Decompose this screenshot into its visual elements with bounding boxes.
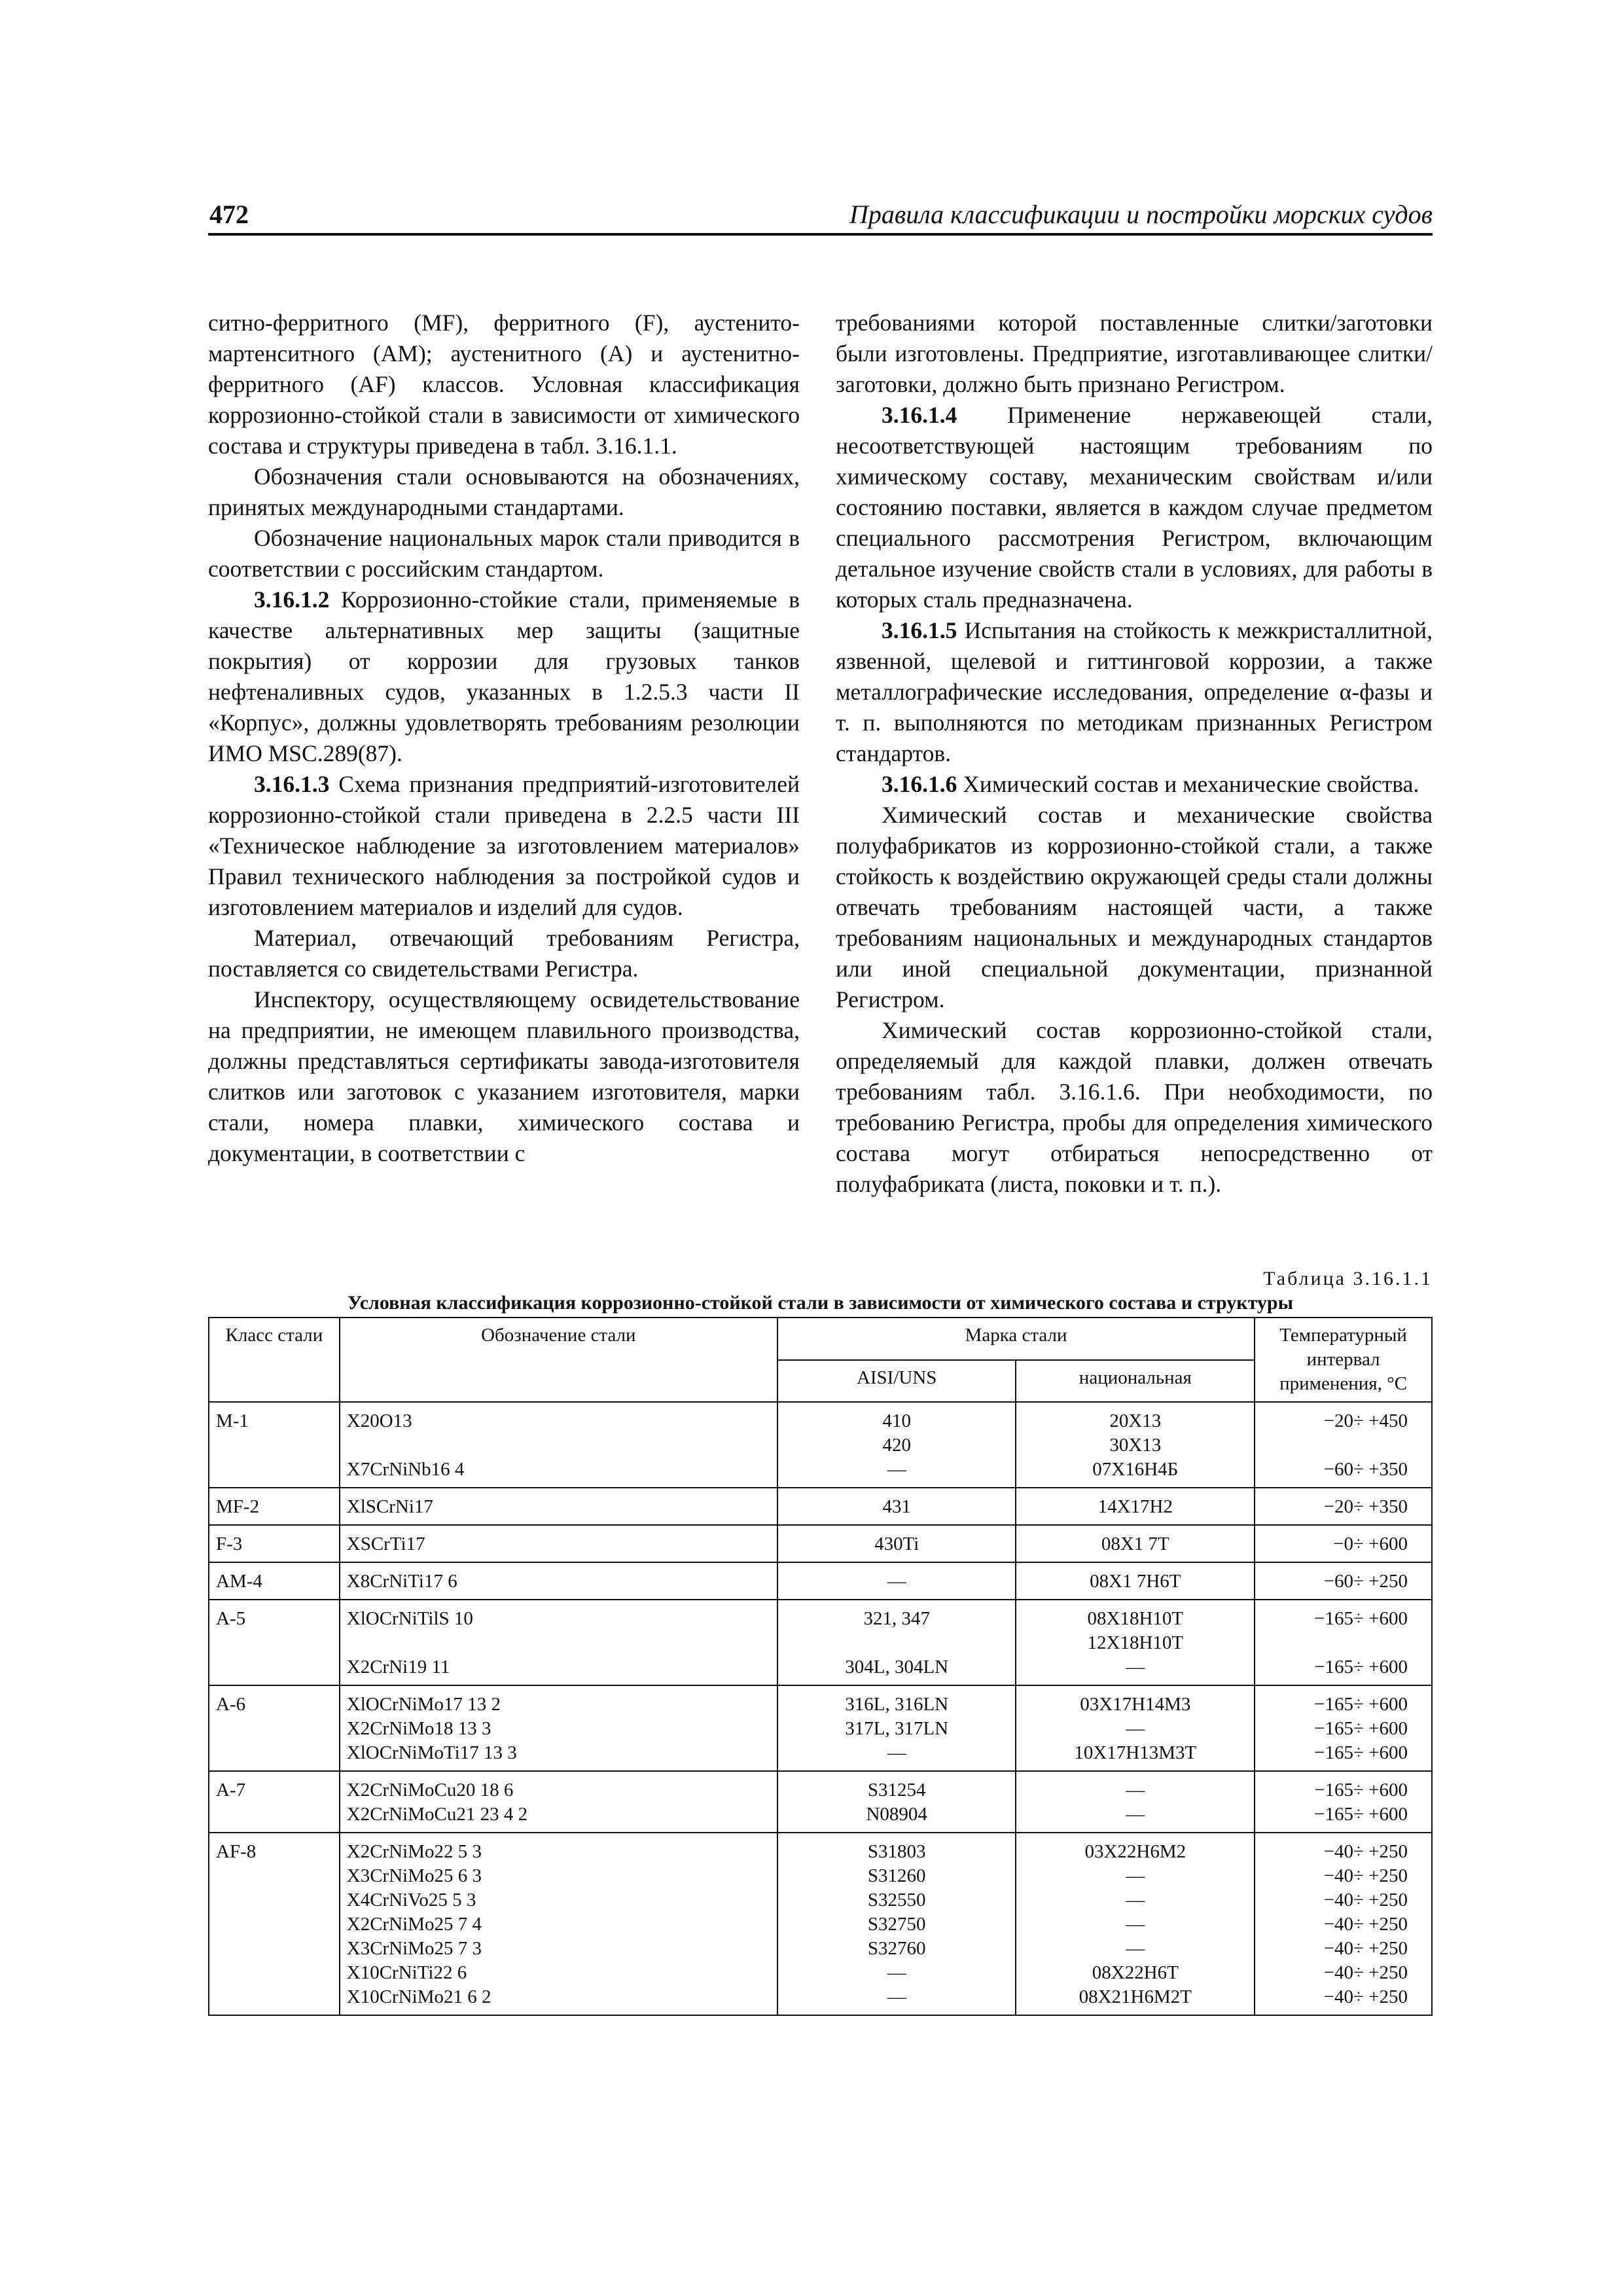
paragraph-text: Инспектору, осуществляющему освидетельствование на предприятии, не имеющем плавильного производства, должны представляться сертификаты завода-изготовителя слитков или заготовок с указанием изготовителя, марки стали, номера плавки, химического состава и документации, в соответствии с xyxy=(208,986,800,1166)
paragraph-text: Схема признания предприятий-изготовителей коррозионно-стойкой стали приведена в 2.2.5 части III «Техническое наблюдение за изготовлением материалов» Правил технического наблюдения за постройкой судов и изготовлением материалов и изделий для судов. xyxy=(208,771,800,920)
cell-line: −165÷ +600 xyxy=(1314,1780,1408,1801)
paragraph-text: Химический состав и механические свойства. xyxy=(963,771,1419,797)
cell-line: — xyxy=(887,1742,906,1763)
class-cell xyxy=(209,1771,340,1833)
cell-line: 08X21H6M2T xyxy=(1079,1986,1192,2007)
class-cell xyxy=(209,1685,340,1771)
paragraph xyxy=(836,400,1433,615)
cell-line: XlOCrNiMo17 13 2 xyxy=(346,1694,501,1715)
temperature-cell xyxy=(1255,1685,1432,1771)
cell-line: −60÷ +250 xyxy=(1323,1571,1408,1592)
paragraph-text: Химический состав и механические свойства полуфабрикатов из коррозионно-стойкой стали, а также стойкость к воздействию окружающей среды стали должны отвечать требованиям настоящей части, а также требованиям национальных и международных стандартов или иной специальной документации, признанной Регистром. xyxy=(836,802,1433,1013)
cell-line: S31254 xyxy=(867,1780,926,1801)
running-title: Правила классификации и постройки морских судов xyxy=(849,200,1433,229)
aisi-cell xyxy=(777,1833,1016,2015)
class-cell xyxy=(209,1488,340,1525)
header-class: Класс стали xyxy=(209,1318,340,1402)
national-grade-cell xyxy=(1016,1833,1255,2015)
designation-cell xyxy=(340,1833,777,2015)
cell-line: 08X1 7T xyxy=(1101,1534,1169,1554)
section-number: 3.16.1.3 xyxy=(254,771,330,797)
cell-line: −40÷ +250 xyxy=(1323,1914,1408,1935)
cell-line: 14X17H2 xyxy=(1097,1496,1173,1517)
page-number: 472 xyxy=(209,200,249,229)
class-cell xyxy=(209,1402,340,1488)
class-cell xyxy=(209,1525,340,1562)
paragraph xyxy=(208,461,800,523)
cell-line: F-3 xyxy=(216,1534,243,1554)
temperature-cell xyxy=(1255,1771,1432,1833)
cell-line: −165÷ +600 xyxy=(1314,1694,1408,1715)
paragraph xyxy=(208,923,800,984)
paragraph-text: Испытания на стойкость к межкристаллитной, язвенной, щелевой и гиттинговой коррозии, а также металлографические исследования, определение α-фазы и т. п. выполняются по методикам признанных Регистром стандартов. xyxy=(836,617,1433,766)
header-designation: Обозначение стали xyxy=(340,1318,777,1402)
temperature-cell xyxy=(1255,1562,1432,1600)
cell-line: N08904 xyxy=(866,1804,927,1825)
cell-line: −165÷ +600 xyxy=(1314,1657,1408,1677)
cell-line xyxy=(347,1433,770,1458)
cell-line: X3CrNiMo25 6 3 xyxy=(346,1865,482,1886)
table-row xyxy=(209,1685,1432,1771)
cell-line: — xyxy=(887,1459,906,1480)
temperature-cell xyxy=(1255,1600,1432,1685)
temperature-cell xyxy=(1255,1402,1432,1488)
cell-line: −20÷ +450 xyxy=(1323,1410,1408,1431)
table-row xyxy=(209,1525,1432,1562)
cell-line: −165÷ +600 xyxy=(1314,1804,1408,1825)
paragraph-text: Обозначения стали основываются на обозначениях, принятых международными стандартами. xyxy=(208,463,800,520)
cell-line: X2CrNiMo25 7 4 xyxy=(346,1914,482,1935)
cell-line: — xyxy=(1126,1718,1145,1739)
cell-line: — xyxy=(887,1986,906,2007)
cell-line: XlSCrNi17 xyxy=(346,1496,433,1517)
paragraph-text: Химический состав коррозионно-стойкой стали, определяемый для каждой плавки, должен отвечать требованиям табл. 3.16.1.6. При необходимости, по требованию Регистра, пробы для определения химического состава могут отбираться непосредственно от полуфабриката (листа, поковки и т. п.). xyxy=(836,1017,1433,1197)
cell-line: 12X18H10T xyxy=(1087,1632,1184,1653)
table-number: Таблица 3.16.1.1 xyxy=(1263,1268,1433,1289)
header-temperature: Температурный интервал применения, °С xyxy=(1255,1318,1432,1402)
table-body xyxy=(209,1402,1432,2015)
cell-line: — xyxy=(1126,1804,1145,1825)
section-number: 3.16.1.6 xyxy=(882,771,957,797)
cell-line: S31260 xyxy=(867,1865,926,1886)
cell-line: 316L, 316LN xyxy=(845,1694,949,1715)
cell-line: — xyxy=(887,1571,906,1592)
national-grade-cell xyxy=(1016,1562,1255,1600)
national-grade-cell xyxy=(1016,1402,1255,1488)
paragraph xyxy=(208,523,800,584)
cell-line: S32760 xyxy=(867,1938,926,1959)
cell-line: −40÷ +250 xyxy=(1323,1986,1408,2007)
class-cell xyxy=(209,1600,340,1685)
aisi-cell xyxy=(777,1525,1016,1562)
cell-line: 304L, 304LN xyxy=(845,1657,949,1677)
cell-line: X10CrNiTi22 6 xyxy=(346,1962,467,1983)
paragraph xyxy=(208,308,800,461)
section-number: 3.16.1.2 xyxy=(254,586,330,613)
designation-cell xyxy=(340,1525,777,1562)
cell-line: M-1 xyxy=(216,1410,249,1431)
cell-line xyxy=(1262,1433,1408,1458)
temperature-cell xyxy=(1255,1488,1432,1525)
steel-classification-table xyxy=(208,1317,1433,2016)
cell-line: — xyxy=(1126,1938,1145,1959)
paragraph xyxy=(836,800,1433,1015)
cell-line: −60÷ +350 xyxy=(1323,1459,1408,1480)
cell-line: −165÷ +600 xyxy=(1314,1608,1408,1629)
cell-line: 420 xyxy=(882,1435,911,1456)
header-aisi: AISI/UNS xyxy=(777,1360,1016,1403)
cell-line: 08X18H10T xyxy=(1087,1608,1184,1629)
cell-line: A-7 xyxy=(216,1780,246,1801)
cell-line: 430Ti xyxy=(874,1534,919,1554)
cell-line: −165÷ +600 xyxy=(1314,1718,1408,1739)
national-grade-cell xyxy=(1016,1771,1255,1833)
aisi-cell xyxy=(777,1771,1016,1833)
cell-line: S32550 xyxy=(867,1890,926,1910)
temperature-cell xyxy=(1255,1525,1432,1562)
table-title: Условная классификация коррозионно-стойкой стали в зависимости от химического состава и структуры xyxy=(347,1292,1294,1314)
cell-line: 10X17H13M3T xyxy=(1074,1742,1197,1763)
cell-line: 07X16H4Б xyxy=(1092,1459,1179,1480)
paragraph-text: Применение нержавеющей стали, несоответствующей настоящим требованиям по химическому составу, механическим свойствам и/или состоянию поставки, является в каждом случае предметом специального рассмотрения Регистром, включающим детальное изучение свойств стали в условиях, для работы в которых сталь предназначена. xyxy=(836,402,1433,613)
designation-cell xyxy=(340,1771,777,1833)
cell-line: A-6 xyxy=(216,1694,246,1715)
cell-line: 03X22H6M2 xyxy=(1084,1841,1186,1862)
cell-line: −40÷ +250 xyxy=(1323,1841,1408,1862)
aisi-cell xyxy=(777,1402,1016,1488)
class-cell xyxy=(209,1833,340,2015)
cell-line: 321, 347 xyxy=(863,1608,930,1629)
cell-line: −40÷ +250 xyxy=(1323,1962,1408,1983)
left-text-column xyxy=(208,308,800,1169)
national-grade-cell xyxy=(1016,1600,1255,1685)
cell-line: X2CrNiMoCu20 18 6 xyxy=(346,1780,514,1801)
cell-line: 317L, 317LN xyxy=(845,1718,949,1739)
designation-cell xyxy=(340,1402,777,1488)
cell-line: X10CrNiMo21 6 2 xyxy=(346,1986,491,2007)
designation-cell xyxy=(340,1562,777,1600)
cell-line: — xyxy=(1126,1780,1145,1801)
designation-cell xyxy=(340,1600,777,1685)
cell-line: −40÷ +250 xyxy=(1323,1865,1408,1886)
paragraph-text: Обозначение национальных марок стали приводится в соответствии с российским стандартом. xyxy=(208,525,800,582)
paragraph xyxy=(836,308,1433,400)
class-cell xyxy=(209,1562,340,1600)
cell-line: X3CrNiMo25 7 3 xyxy=(346,1938,482,1959)
cell-line: −40÷ +250 xyxy=(1323,1890,1408,1910)
cell-line: 431 xyxy=(882,1496,911,1517)
header-grade: Марка стали xyxy=(777,1318,1255,1360)
cell-line: — xyxy=(1126,1914,1145,1935)
cell-line: −20÷ +350 xyxy=(1323,1496,1408,1517)
cell-line: 08X22H6T xyxy=(1092,1962,1179,1983)
cell-line: −0÷ +600 xyxy=(1333,1534,1408,1554)
section-number: 3.16.1.5 xyxy=(882,617,957,643)
table-row xyxy=(209,1488,1432,1525)
cell-line: 20X13 xyxy=(1109,1410,1162,1431)
cell-line: — xyxy=(887,1962,906,1983)
paragraph xyxy=(208,584,800,769)
cell-line: X2CrNi19 11 xyxy=(346,1657,450,1677)
cell-line: X7CrNiNb16 4 xyxy=(346,1459,465,1480)
cell-line: −40÷ +250 xyxy=(1323,1938,1408,1959)
cell-line: 410 xyxy=(882,1410,911,1431)
table-row xyxy=(209,1562,1432,1600)
designation-cell xyxy=(340,1685,777,1771)
cell-line: A-5 xyxy=(216,1608,246,1629)
section-number: 3.16.1.4 xyxy=(882,402,957,428)
paragraph xyxy=(836,615,1433,769)
table-row xyxy=(209,1833,1432,2015)
cell-line: S31803 xyxy=(867,1841,926,1862)
cell-line: X2CrNiMo22 5 3 xyxy=(346,1841,482,1862)
cell-line: X8CrNiTi17 6 xyxy=(346,1571,457,1592)
aisi-cell xyxy=(777,1685,1016,1771)
cell-line: — xyxy=(1126,1890,1145,1910)
cell-line: −165÷ +600 xyxy=(1314,1742,1408,1763)
paragraph xyxy=(836,769,1433,800)
cell-line: 08X1 7H6T xyxy=(1090,1571,1181,1592)
aisi-cell xyxy=(777,1600,1016,1685)
cell-line: AM-4 xyxy=(216,1571,262,1592)
aisi-cell xyxy=(777,1562,1016,1600)
paragraph xyxy=(836,1015,1433,1200)
cell-line: S32750 xyxy=(867,1914,926,1935)
paragraph-text: Материал, отвечающий требованиям Регистра, поставляется со свидетельствами Регистра. xyxy=(208,925,800,982)
aisi-cell xyxy=(777,1488,1016,1525)
national-grade-cell xyxy=(1016,1685,1255,1771)
cell-line: XlOCrNiTilS 10 xyxy=(346,1608,473,1629)
cell-line: XSCrTi17 xyxy=(346,1534,425,1554)
designation-cell xyxy=(340,1488,777,1525)
cell-line xyxy=(785,1631,1009,1655)
table-row xyxy=(209,1600,1432,1685)
table-row xyxy=(209,1402,1432,1488)
cell-line: AF-8 xyxy=(216,1841,257,1862)
temperature-cell xyxy=(1255,1833,1432,2015)
right-text-column xyxy=(836,308,1433,1200)
header-national: национальная xyxy=(1016,1360,1255,1403)
cell-line: 30X13 xyxy=(1109,1435,1162,1456)
national-grade-cell xyxy=(1016,1525,1255,1562)
table-row xyxy=(209,1771,1432,1833)
cell-line: — xyxy=(1126,1865,1145,1886)
cell-line: MF-2 xyxy=(216,1496,260,1517)
cell-line: X2CrNiMoCu21 23 4 2 xyxy=(346,1804,528,1825)
cell-line xyxy=(1262,1631,1408,1655)
cell-line: X20O13 xyxy=(346,1410,412,1431)
paragraph-text: ситно-ферритного (MF), ферритного (F), аустенито-мартенситного (AM); аустенитного (А) и аустенитно-ферритного (AF) классов. Условная классификация коррозионно-стойкой стали в зависимости от химического состава и структуры приведена в табл. 3.16.1.1. xyxy=(208,310,800,459)
cell-line: X4CrNiVo25 5 3 xyxy=(346,1890,476,1910)
paragraph xyxy=(208,984,800,1169)
paragraph-text: Коррозионно-стойкие стали, применяемые в качестве альтернативных мер защиты (защитные покрытия) от коррозии для грузовых танков нефтеналивных судов, указанных в 1.2.5.3 части II «Корпус», должны удовлетворять требованиям резолюции ИМО MSC.289(87). xyxy=(208,586,800,766)
cell-line xyxy=(347,1631,770,1655)
cell-line: X2CrNiMo18 13 3 xyxy=(346,1718,491,1739)
page-header xyxy=(208,196,1433,236)
cell-line: — xyxy=(1126,1657,1145,1677)
paragraph-text: требованиями которой поставленные слитки/заготовки были изготовлены. Предприятие, изготавливающее слитки/заготовки, должно быть признано Регистром. xyxy=(836,310,1433,397)
national-grade-cell xyxy=(1016,1488,1255,1525)
cell-line: 03X17H14M3 xyxy=(1080,1694,1191,1715)
paragraph xyxy=(208,769,800,923)
cell-line: XlOCrNiMoTi17 13 3 xyxy=(346,1742,517,1763)
